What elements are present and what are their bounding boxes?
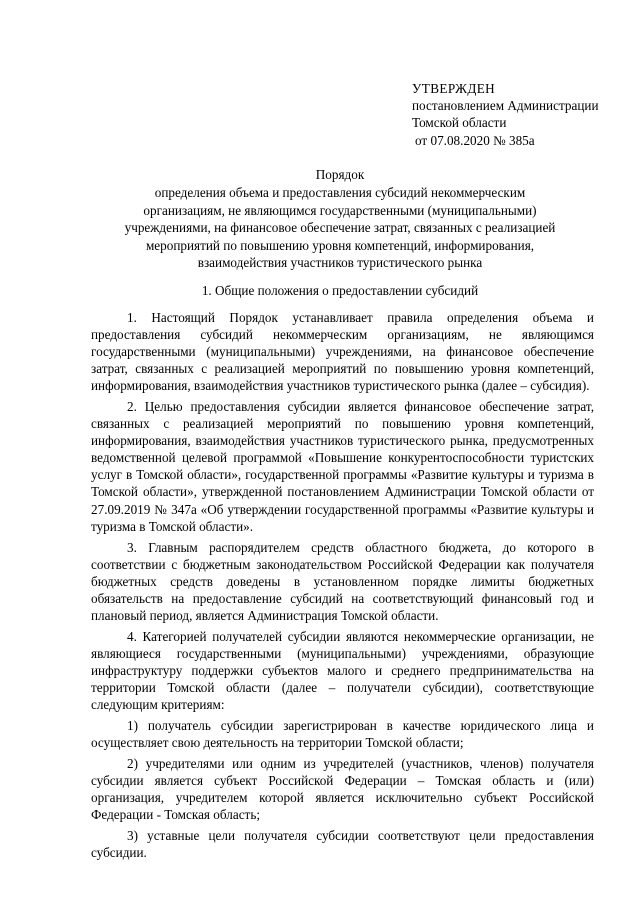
approval-stamp: [412, 80, 599, 149]
paragraph-3: 3. Главным распорядителем средств областного бюджета, до которого в соответствии с бюджетным законодательством Российской Федерации как получателя бюджетных средств доведены в установленном порядке лимиты бюджетных обязательств на предоставление субсидий на соответствующий финансовый год и плановый период, является Администрация Томской области.: [91, 539, 594, 623]
approval-date: от 07.08.2020 № 385а: [415, 132, 535, 148]
title-line-4: мероприятий по повышению уровня компетенций, информирования,: [145, 237, 535, 253]
paragraph-4: 4. Категорией получателей субсидии являются некоммерческие организации, не являющиеся государственными (муниципальными) учреждениями, образующие инфраструктуру поддержки субъектов малого и среднего предпринимательства на территории Томской области (далее – получатели субсидии), соответствующие следующим критериям:: [91, 628, 594, 713]
section-heading: 1. Общие положения о предоставлении субсидий: [201, 283, 479, 298]
document-title: [86, 166, 594, 271]
paragraph-2: 2. Целью предоставления субсидии является финансовое обеспечение затрат, связанных с реализацией мероприятий по повышению уровня компетенций, информирования, взаимодействия участников туристического рынка, предусмотренных ведомственной целевой программой «Повышение конкурентоспособности туристских услуг в Томской области», государственной программы «Развитие культуры и туризма в Томской области», утвержденной постановлением Администрации Томской области от 27.09.2019 № 347а «Об утверждении государственной программы «Развитие культуры и туризма в Томской области».: [91, 399, 594, 534]
criterion-1: 1) получатель субсидии зарегистрирован в качестве юридического лица и осуществляет свою деятельность на территории Томской области;: [91, 718, 594, 751]
title-line-3: учреждениями, на финансовое обеспечение затрат, связанных с реализацией: [124, 220, 556, 236]
title-heading: Порядок: [315, 167, 365, 182]
paragraph-1: 1. Настоящий Порядок устанавливает правила определения объема и предоставления субсидий некоммерческим организациям, не являющимся государственными (муниципальными) учреждениями, на финансовое обеспечение затрат, связанных с реализацией мероприятий по повышению уровня компетенций, информирования, взаимодействия участников туристического рынка (далее – субсидия).: [91, 310, 594, 394]
document-body: [91, 309, 594, 865]
criterion-2: 2) учредителями или одним из учредителей (участников, членов) получателя субсидии является субъект Российской Федерации – Томская область и (или) организация, учредителем которой является исключительно субъект Российской Федерации - Томская область;: [91, 756, 594, 823]
approval-line-2: Томской области: [412, 115, 507, 131]
title-line-1: определения объема и предоставления субсидий некоммерческим: [154, 185, 526, 201]
title-line-2: организациям, не являющимся государственными (муниципальными): [143, 202, 537, 218]
approval-title: УТВЕРЖДЕН: [412, 81, 496, 96]
title-line-5: взаимодействия участников туристического рынка: [197, 255, 483, 271]
approval-line-1: постановлением Администрации: [412, 98, 599, 114]
criterion-3: 3) уставные цели получателя субсидии соответствуют цели предоставления субсидии.: [91, 828, 594, 861]
